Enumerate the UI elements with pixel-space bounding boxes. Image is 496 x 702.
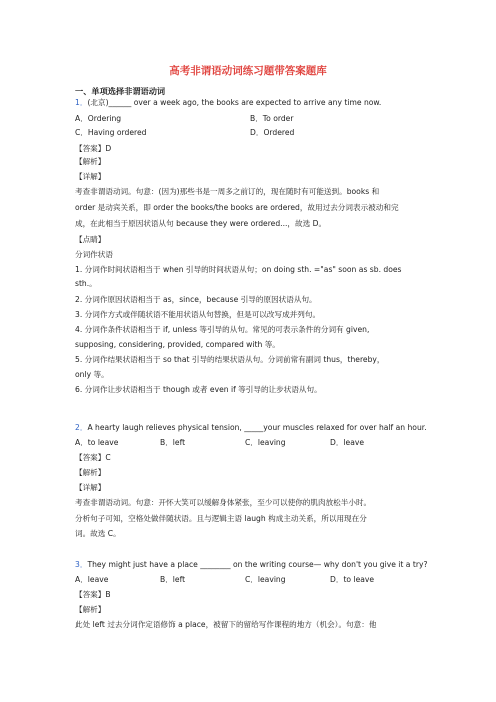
note-line: 6. 分词作让步状语相当于 though 或者 even if 等引导的让步状语从句。 [75,385,322,394]
question-text: They might just have a place ________ on the writing course— why don't you give it a try? [87,560,428,569]
question-1 [75,98,381,108]
analysis-label: 【解析】 [75,468,106,477]
detail-label: 【详解】 [75,483,106,492]
question-number: 2． [75,423,88,432]
option-d: D．to leave [330,575,375,584]
answer-label: 【答案】D [75,144,112,153]
option-c: C．leaving [245,438,286,447]
question-number: 1． [75,98,88,107]
question-3 [75,560,428,570]
option-b: B．To order [250,114,294,123]
tip-label: 【点睛】 [75,235,106,244]
option-a: A．to leave [75,438,119,447]
option-a: A．Ordering [75,114,122,123]
note-line: supposing, considering, provided, compared with 等。 [75,340,280,349]
note-line: sth.。 [75,279,97,288]
note-line: 4. 分词作条件状语相当于 if, unless 等引导的从句。常见的可表示条件的分词有 given, [75,325,370,334]
note-line: 3. 分词作方式或伴随状语不能用状语从句替换，但是可以改写成并列句。 [75,310,321,319]
option-a: A．leave [75,575,109,584]
option-d: D．leave [330,438,365,447]
analysis-label: 【解析】 [75,157,106,166]
answer-label: 【答案】B [75,590,111,599]
detail-line: 此处 left 过去分词作定语修饰 a place，被留下的留给写作课程的地方（机会）。句意：他 [75,620,377,629]
option-c: C．leaving [245,575,286,584]
detail-line: 分析句子可知，空格处做伴随状语。且与逻辑主语 laugh 构成主动关系，所以用现在分 [75,514,367,523]
section-heading: 一、单项选择非谓语动词 [75,86,166,96]
note-line: 分词作状语 [75,250,113,259]
analysis-label: 【解析】 [75,605,106,614]
page-title: 高考非谓语动词练习题带答案题库 [169,65,327,77]
question-text: A hearty laugh relieves physical tension, _____your muscles relaxed for over half an hour. [87,423,427,432]
detail-line: 成，在此相当于原因状语从句 because they were ordered...，故选 D。 [75,219,327,228]
option-b: B．left [160,575,186,584]
detail-line: 考查非谓语动词。句意：(因为)那些书是一周多之前订的，现在随时有可能送到。books 和 [75,187,380,196]
option-d: D．Ordered [250,128,295,137]
note-line: 1. 分词作时间状语相当于 when 引导的时间状语从句；on doing sth. ="as" soon as sb. does [75,265,402,274]
note-line: 5. 分词作结果状语相当于 so that 引导的结果状语从句。分词前常有副词 thus，thereby， [75,355,385,364]
answer-label: 【答案】C [75,453,111,462]
detail-label: 【详解】 [75,172,106,181]
detail-line: 词。故选 C。 [75,529,121,538]
detail-line: 考查非谓语动词。句意：开怀大笑可以缓解身体紧张，至少可以使你的肌肉放松半小时。 [75,498,372,507]
question-text: (北京)______ over a week ago, the books are expected to arrive any time now. [87,98,382,107]
option-c: C．Having ordered [75,128,147,137]
option-b: B．left [160,438,186,447]
question-2 [75,423,427,433]
detail-line: order 是动宾关系，即 order the books/the books are ordered，故用过去分词表示被动和完 [75,203,399,212]
question-number: 3． [75,560,88,569]
note-line: 2. 分词作原因状语相当于 as，since，because 引导的原因状语从句。 [75,295,317,304]
note-line: only 等。 [75,370,109,379]
